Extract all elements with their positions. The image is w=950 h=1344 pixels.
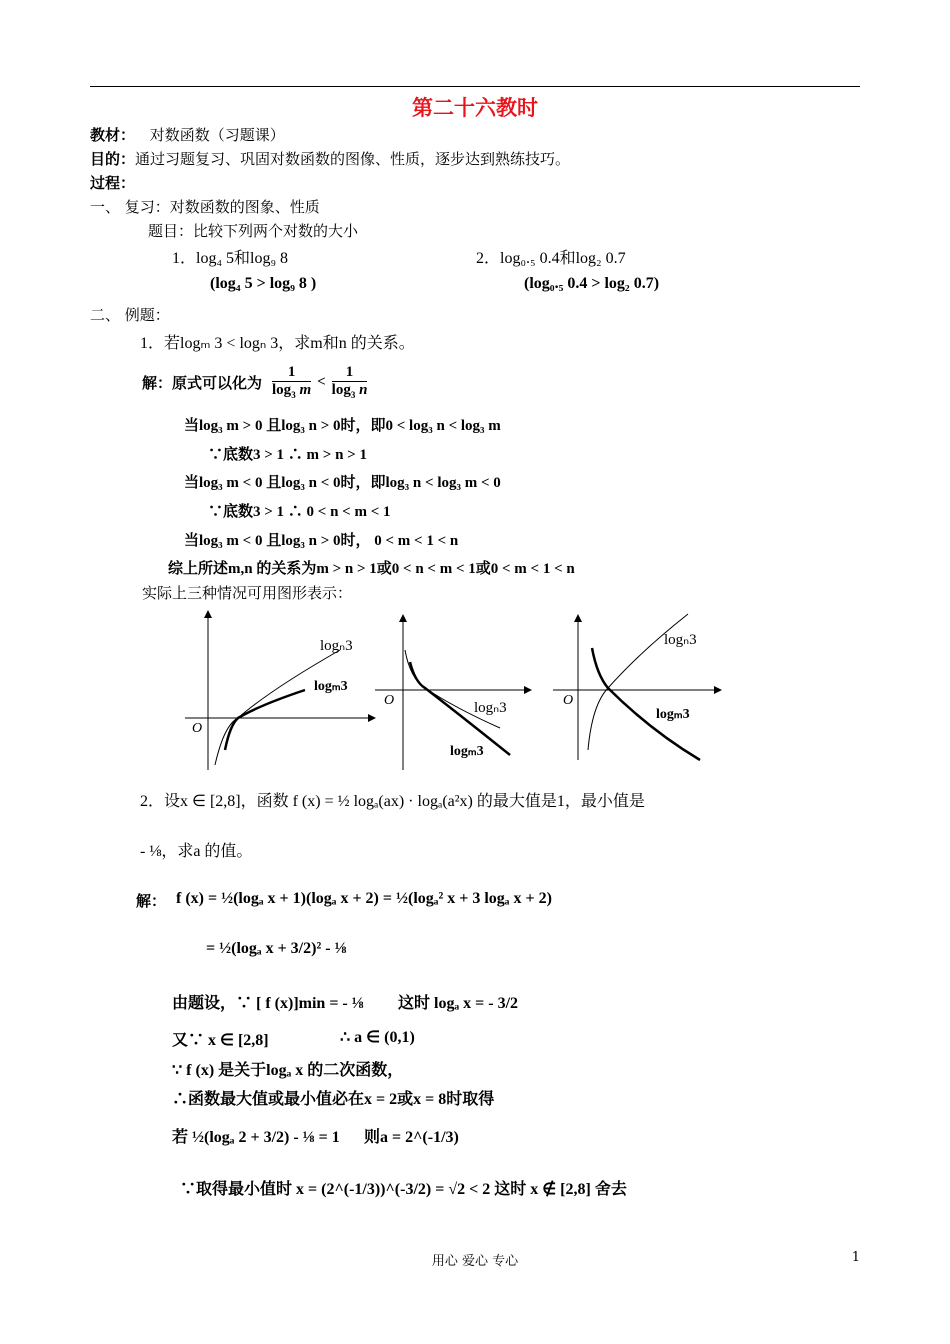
solution-step-5: ∵ f (x) 是关于logₐ x 的二次函数， [172,1062,404,1079]
graph-case-3 [553,614,718,760]
answer-1: (log₄ 5 > log₉ 8 ) [210,275,317,292]
page-title: 第二十六教时 [412,96,538,120]
material-value: 对数函数（习题课） [149,126,285,144]
curve-logn3-2 [405,650,500,728]
example2-question-a: 2．设x ∈ [2,8]，函数 f (x) = ½ logₐ(ax) · logₐ(a²x) 的最大值是1，最小值是 [140,793,645,810]
solution-step-3a: 由题设，∵ [ f (x)]min = - ⅛ [172,995,364,1012]
solution-step-1: f (x) = ½(logₐ x + 1)(logₐ x + 2) = ½(logₐ² x + 3 logₐ x + 2) [176,890,552,907]
question-2: 2．log₀.₅ 0.4和log₂ 0.7 [476,250,626,267]
solution-step-4b: ∴ a ∈ (0,1) [340,1029,415,1046]
origin-label-2: O [384,693,395,708]
case1-conclusion: ∵底数3 > 1 ∴ m > n > 1 [208,447,367,463]
label-logm3-2: logₘ3 [450,744,484,759]
solution-step-6: ∴函数最大值或最小值必在x = 2或x = 8时取得 [172,1091,495,1108]
process-label: 过程： [90,174,136,192]
solution-step-4a: 又∵ x ∈ [2,8] [172,1032,269,1049]
case1-line: 当log₃ m > 0 且log₃ n > 0时，即0 < log₃ n < log₃ m [184,418,501,434]
label-logn3-3: logₙ3 [664,632,697,648]
graph-case-2 [375,618,528,770]
solution-intro-text: 解：原式可以化为 [142,373,263,392]
fraction-1-over-log3m: $\frac{1}{\log_3 m}$ [272,363,312,400]
example1-solution-intro: 解：原式可以化为 $\frac{1}{\log_3 m}$ < $\frac{1}{\log_3 n}$ [142,363,368,400]
example2-solution-label: 解： [136,892,167,910]
goal-line [90,148,570,169]
page-number: 1 [851,1250,860,1265]
section1-prompt: 题目：比较下列两个对数的大小 [148,222,359,240]
solution-step-7b: 则a = 2^(-1/3) [364,1129,459,1146]
material-label: 教材： [90,126,136,144]
section2-heading: 二、 例题： [90,306,170,324]
curve-logm3-1 [225,690,305,750]
curve-logn3-1 [215,650,340,765]
footer-slogan: 用心 爱心 专心 [431,1254,519,1269]
solution-step-2: = ½(logₐ x + 3/2)² - ⅛ [206,940,347,957]
goal-label: 目的： [90,150,136,168]
solution-step-8: ∵取得最小值时 x = (2^(-1/3))^(-3/2) = √2 < 2 这时 x ∉ [2,8] 舍去 [180,1181,627,1198]
origin-label-1: O [192,721,203,736]
solution-step-7a: 若 ½(logₐ 2 + 3/2) - ⅛ = 1 [172,1129,340,1146]
section1-heading: 一、 复习：对数函数的图象、性质 [90,198,320,216]
graph-case-1 [185,614,372,770]
label-logn3-1: logₙ3 [320,638,353,654]
graph-intro: 实际上三种情况可用图形表示： [142,584,353,602]
goal-value: 通过习题复习、巩固对数函数的图像、性质，逐步达到熟练技巧。 [135,150,571,168]
summary-line: 综上所述m,n 的关系为m > n > 1或0 < n < m < 1或0 < m < 1 < n [168,561,575,577]
example2-question-b: - ⅛，求a 的值。 [140,843,253,860]
label-logm3-1: logₘ3 [314,679,348,694]
answer-2: (log₀.₅ 0.4 > log₂ 0.7) [524,275,660,292]
label-logm3-3: logₘ3 [656,707,690,722]
log-graphs [0,600,950,780]
fraction-1-over-log3n: $\frac{1}{\log_3 n}$ [331,363,368,400]
label-logn3-2: logₙ3 [474,700,507,716]
header-rule [90,86,860,87]
case2-conclusion: ∵底数3 > 1 ∴ 0 < n < m < 1 [208,504,391,520]
material-line [90,124,285,145]
question-1: 1．log₄ 5和log₉ 8 [172,250,289,267]
example1-question: 1．若logₘ 3 < logₙ 3，求m和n 的关系。 [140,335,415,352]
origin-label-3: O [563,693,574,708]
curve-logm3-3 [592,648,700,760]
case3-line: 当log₃ m < 0 且log₃ n > 0时， 0 < m < 1 < n [184,533,459,549]
case2-line: 当log₃ m < 0 且log₃ n < 0时，即log₃ n < log₃ m < 0 [184,475,501,491]
solution-step-3b: 这时 logₐ x = - 3/2 [398,995,519,1012]
